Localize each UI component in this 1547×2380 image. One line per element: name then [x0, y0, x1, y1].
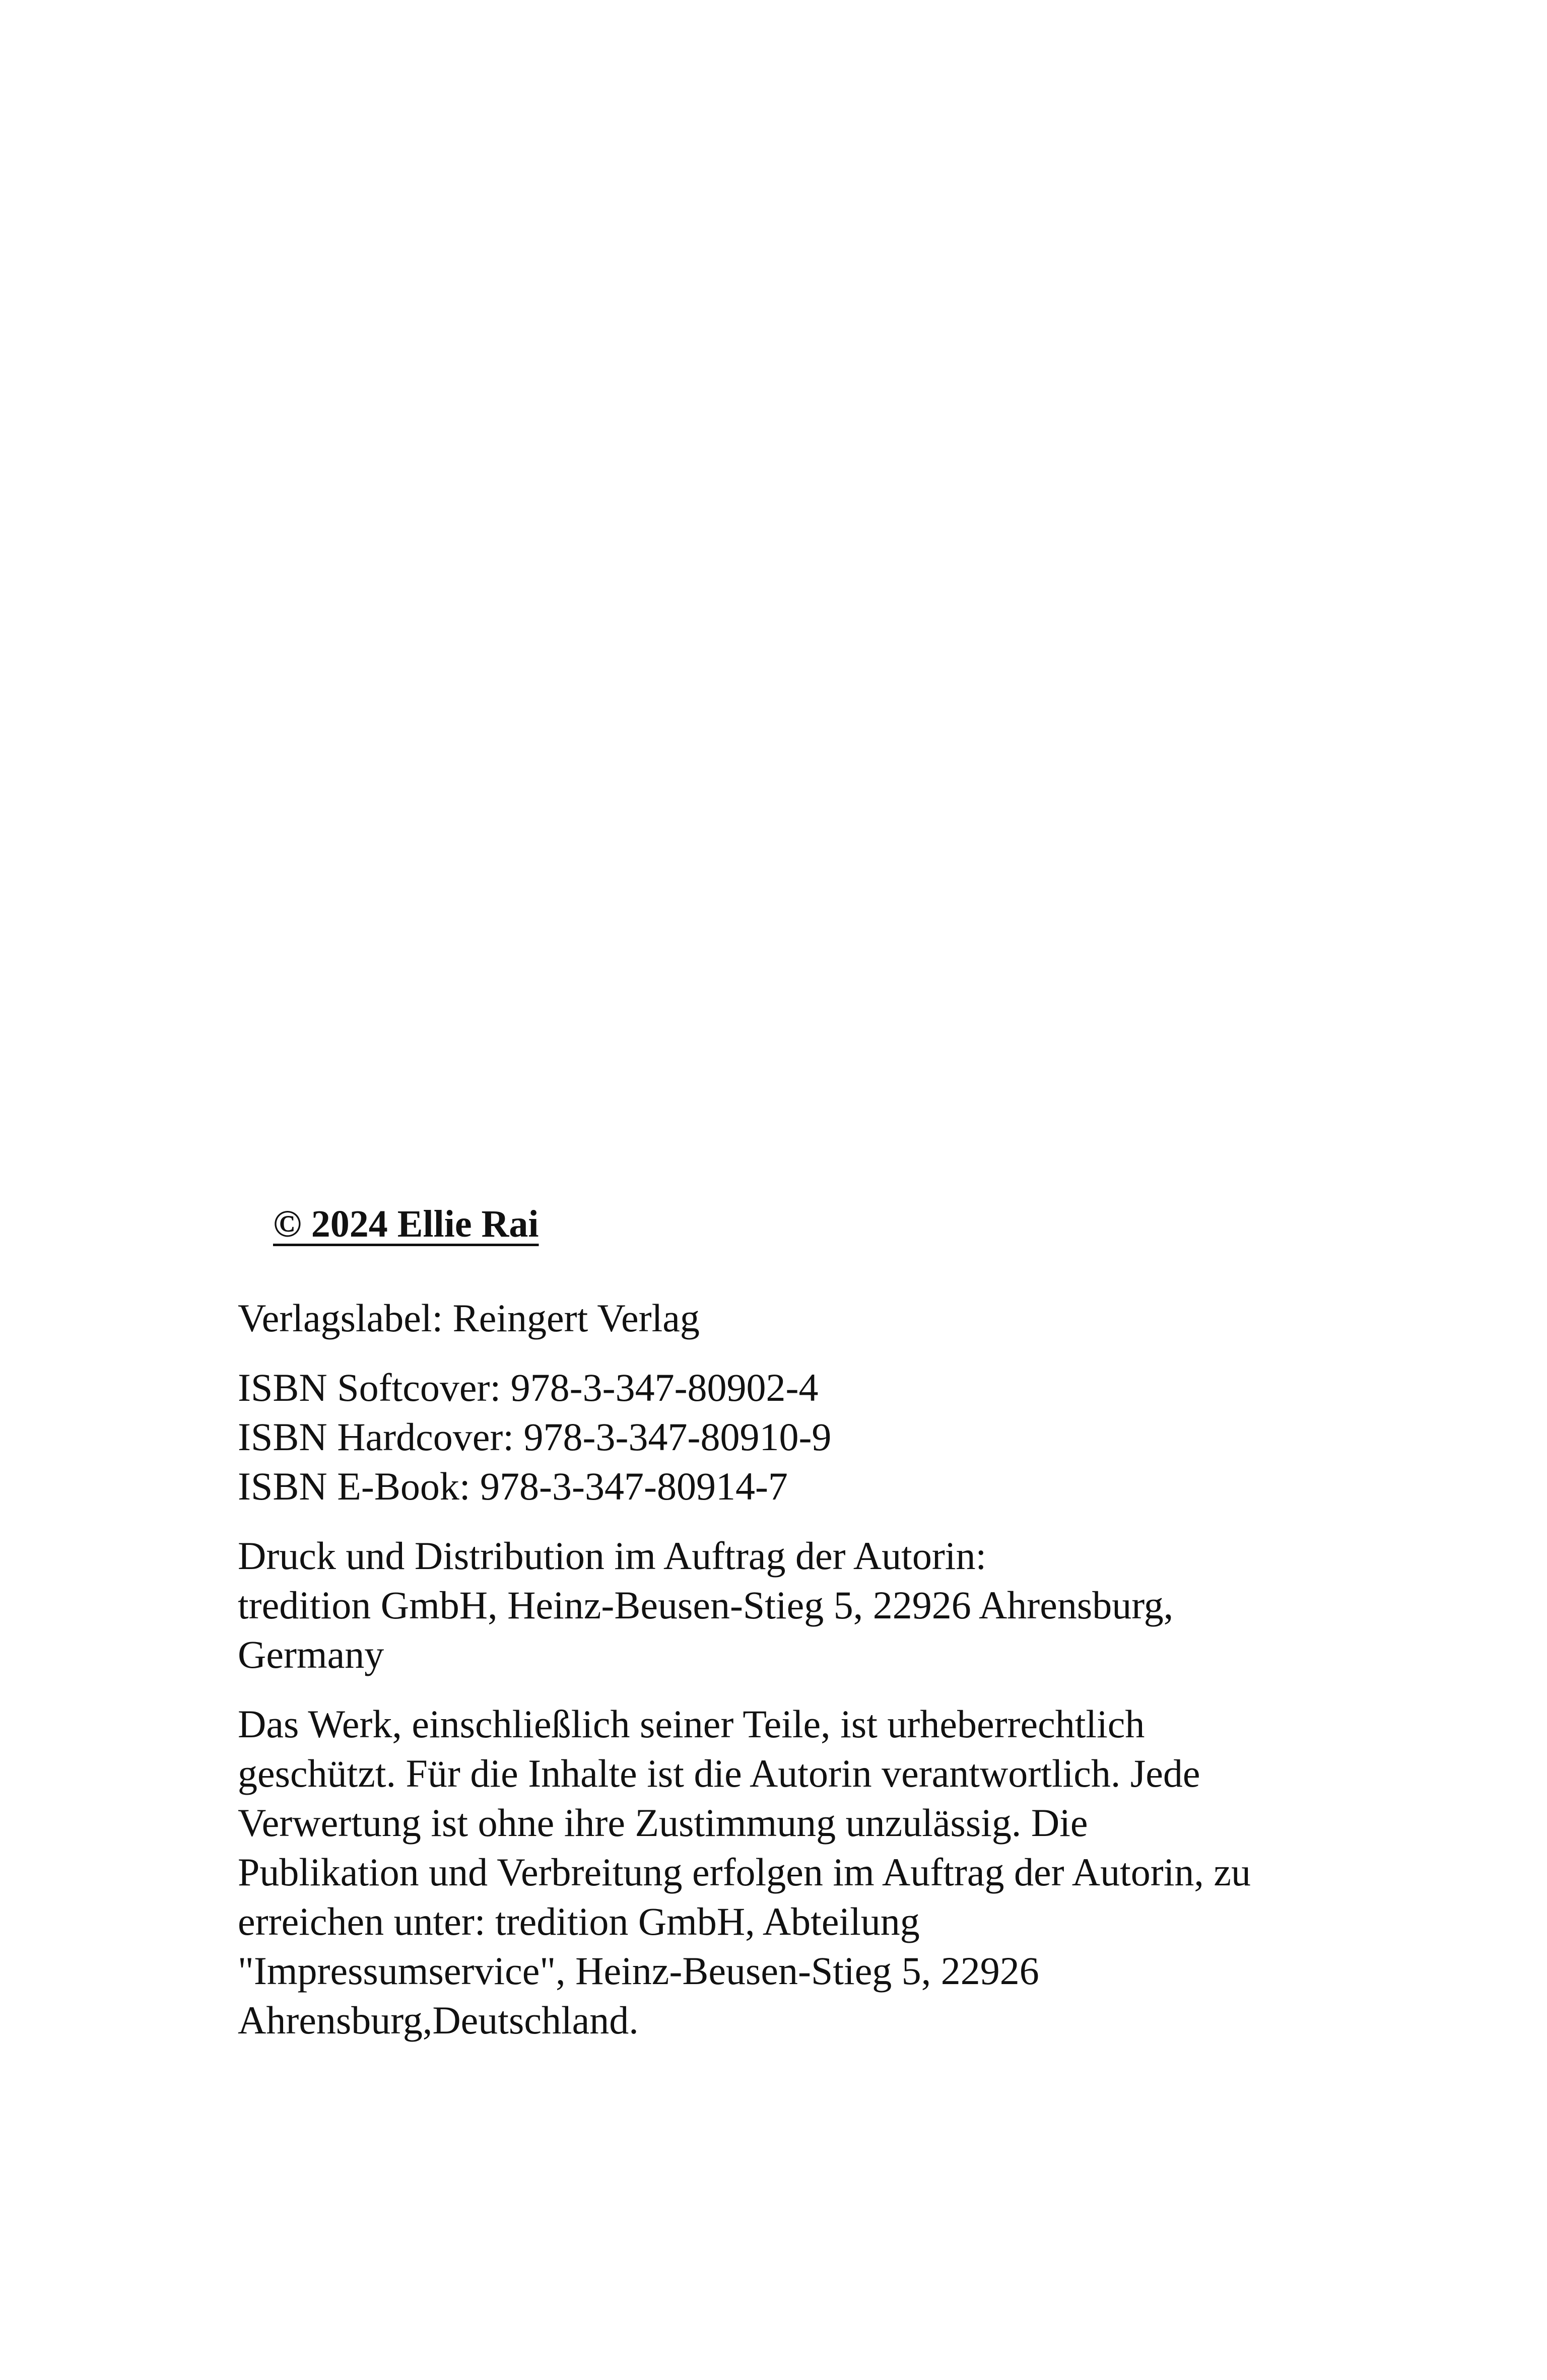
print-distribution-line: Germany	[238, 1633, 384, 1676]
rights-notice-line: Verwertung ist ohne ihre Zustimmung unzulässig. Die	[238, 1801, 1088, 1845]
copyright-notice: © 2024 Ellie Rai	[273, 1203, 539, 1245]
print-distribution-line: tredition GmbH, Heinz-Beusen-Stieg 5, 22926 Ahrensburg,	[238, 1583, 1174, 1627]
imprint-page	[238, 1199, 1371, 2045]
rights-notice-line: geschützt. Für die Inhalte ist die Autorin verantwortlich. Jede	[238, 1751, 1200, 1795]
rights-notice-line: erreichen unter: tredition GmbH, Abteilung	[238, 1899, 920, 1943]
print-distribution-line: Druck und Distribution im Auftrag der Autorin:	[238, 1534, 987, 1578]
isbn-list	[238, 1363, 1371, 1511]
rights-notice	[238, 1699, 1371, 2045]
isbn-ebook: ISBN E-Book: 978-3-347-80914-7	[238, 1464, 788, 1508]
isbn-softcover: ISBN Softcover: 978-3-347-80902-4	[238, 1366, 819, 1409]
rights-notice-line: Publikation und Verbreitung erfolgen im Auftrag der Autorin, zu	[238, 1850, 1251, 1894]
rights-notice-line: Ahrensburg,Deutschland.	[238, 1998, 639, 2042]
rights-notice-line: Das Werk, einschließlich seiner Teile, ist urheberrechtlich	[238, 1702, 1145, 1746]
rights-notice-line: "Impressumservice", Heinz-Beusen-Stieg 5, 22926	[238, 1949, 1039, 1993]
isbn-hardcover: ISBN Hardcover: 978-3-347-80910-9	[238, 1415, 832, 1459]
print-distribution	[238, 1531, 1371, 1679]
publisher-label: Verlagslabel: Reingert Verlag	[238, 1296, 700, 1340]
